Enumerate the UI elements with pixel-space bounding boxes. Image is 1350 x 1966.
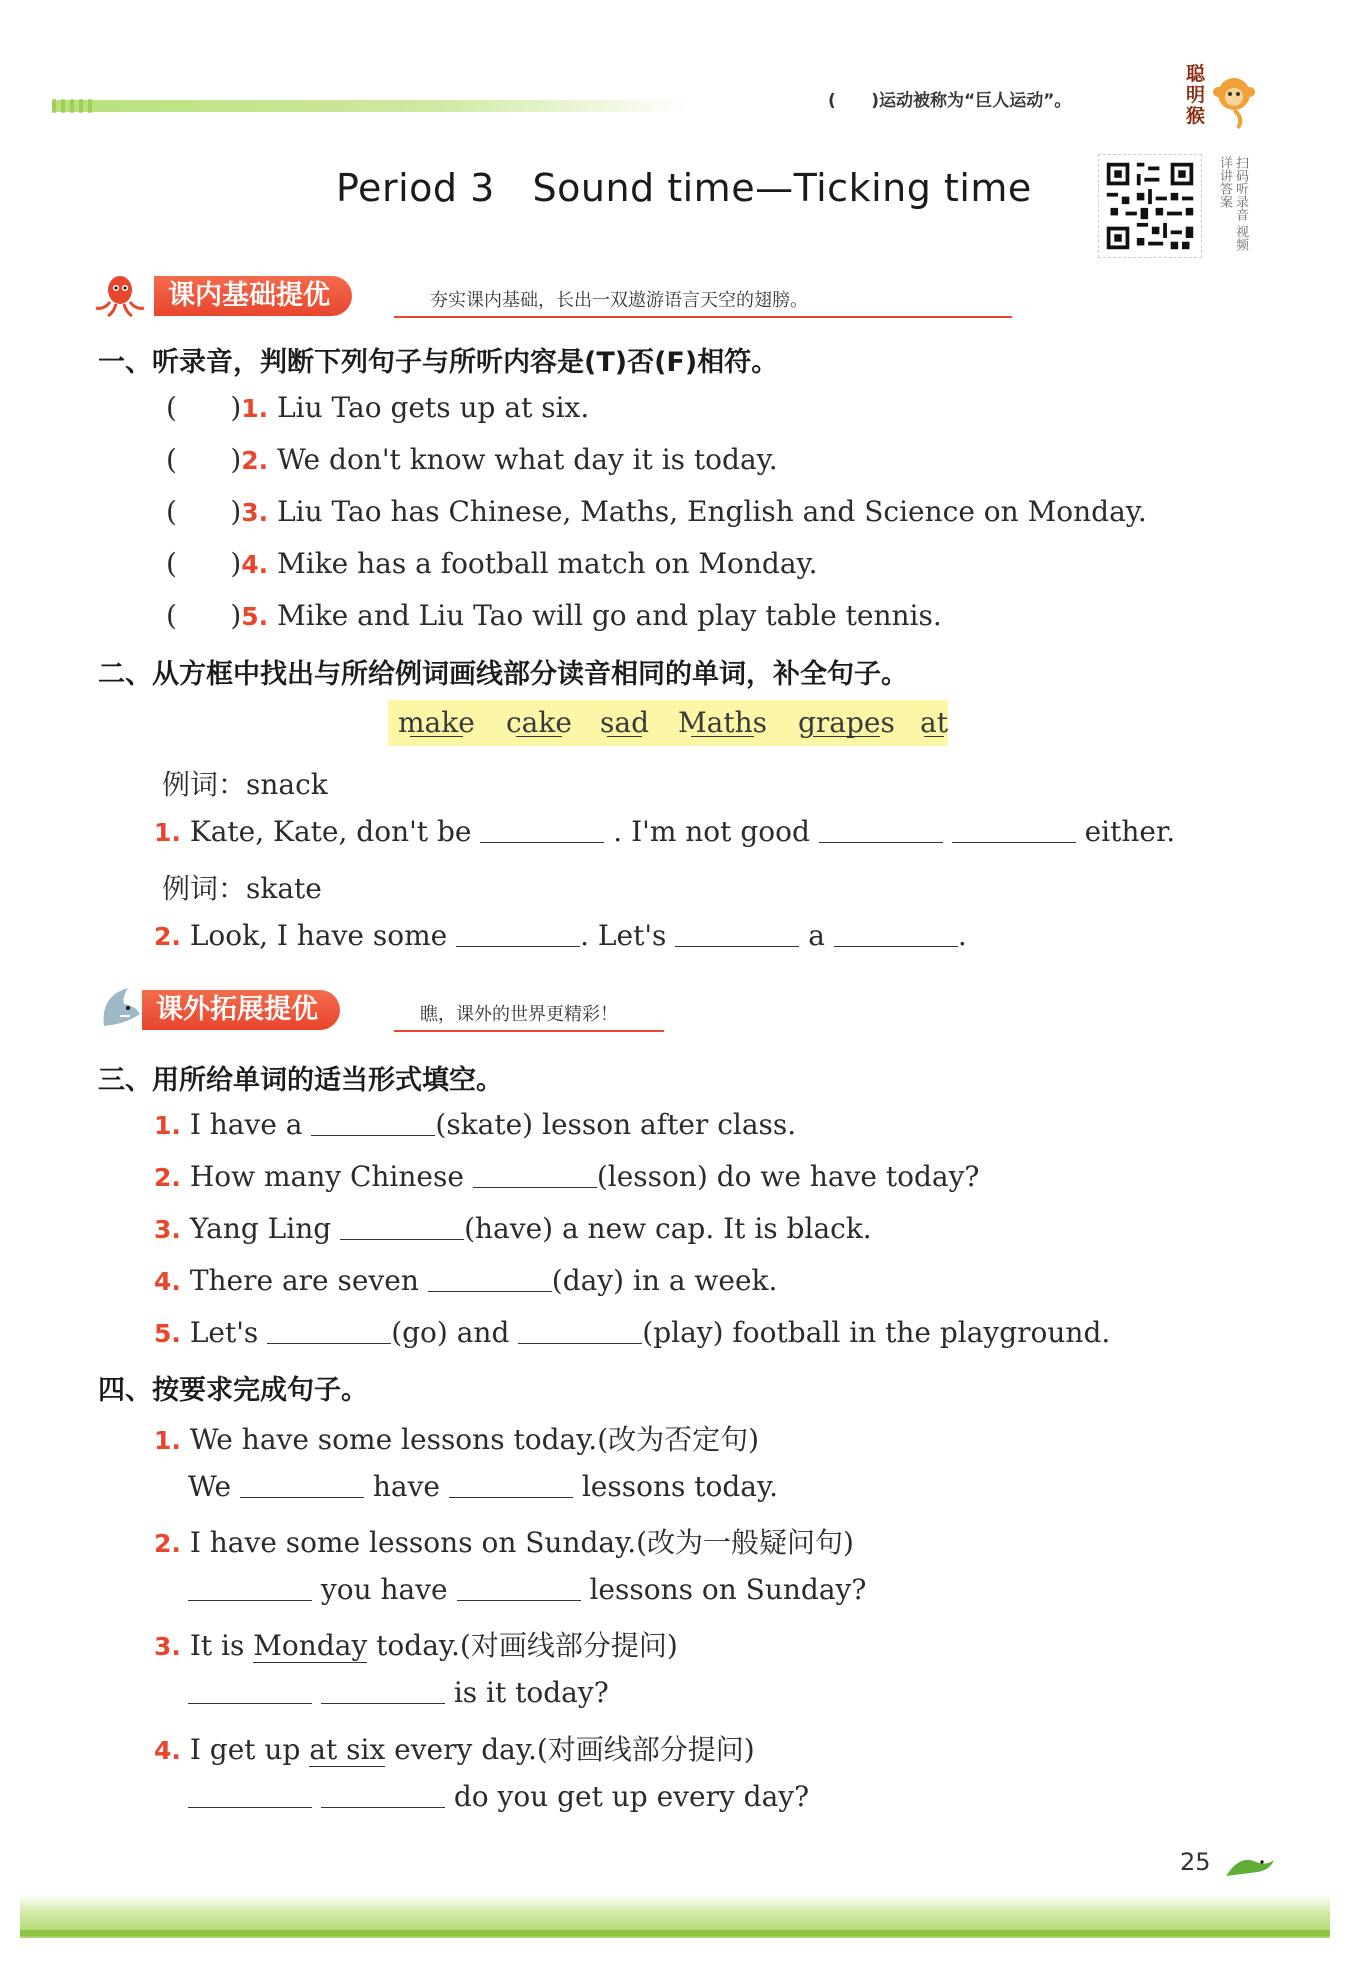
answer-blank[interactable] [428, 1264, 552, 1292]
q-text: every day. [394, 1733, 537, 1766]
part3-item-4 [154, 1264, 777, 1297]
item-number: 2. [154, 922, 181, 951]
item-number: 1. [241, 394, 269, 423]
answer-blank[interactable] [457, 1573, 581, 1601]
item-text: Liu Tao has Chinese, Maths, English and Science on Monday. [277, 495, 1147, 528]
answer-blank[interactable] [819, 815, 943, 843]
item-number: 5. [154, 1319, 181, 1348]
q-text: I have some lessons on Sunday. [189, 1526, 637, 1559]
part4-question-4 [154, 1728, 755, 1768]
underlined-word: Monday [253, 1629, 368, 1662]
answer-blank[interactable] [675, 919, 799, 947]
qr-side-text: 扫码听录音 视频详讲答案 [1217, 156, 1248, 252]
item-number: 4. [154, 1736, 181, 1765]
part4-heading: 四、按要求完成句子。 [98, 1375, 368, 1406]
part1-item-5: ( )5. Mike and Liu Tao will go and play table tennis. [166, 599, 942, 632]
lizard-decor-icon [1222, 1846, 1276, 1886]
q-text: . Let's [580, 919, 667, 952]
part1-heading: 一、听录音，判断下列句子与所听内容是(T)否(F)相符。 [98, 347, 779, 378]
word-box-word: grapes [798, 706, 895, 739]
answer-blank[interactable] [480, 815, 604, 843]
answer-blank[interactable] [188, 1780, 312, 1808]
part4-answer-2 [188, 1573, 866, 1606]
item-text: Liu Tao gets up at six. [277, 391, 590, 424]
q-text: I get up [189, 1733, 301, 1766]
item-number: 5. [241, 602, 269, 631]
word-box-word: at [920, 706, 948, 739]
answer-blank[interactable] [321, 1780, 445, 1808]
section-banner-label: 课外拓展提优 [142, 990, 340, 1030]
example-word-2: 例词：skate [162, 872, 322, 905]
part2-heading: 二、从方框中找出与所给例词画线部分读音相同的单词，补全句子。 [98, 659, 908, 690]
part4-answer-3 [188, 1676, 609, 1709]
part4-question-1 [154, 1418, 759, 1458]
item-number: 3. [154, 1632, 181, 1661]
part3-item-3 [154, 1212, 872, 1245]
part2-question-1 [154, 815, 1175, 848]
top-decor-stripe [52, 100, 692, 112]
item-number: 3. [241, 498, 269, 527]
answer-blank[interactable] [834, 919, 958, 947]
item-number: 2. [241, 446, 269, 475]
q-hint: (对画线部分提问) [459, 1629, 678, 1662]
q-text: There are seven [189, 1264, 419, 1297]
item-number: 2. [154, 1163, 181, 1192]
q-text: (day) in a week. [551, 1264, 778, 1297]
answer-blank[interactable] [473, 1160, 597, 1188]
qr-code-icon[interactable] [1098, 154, 1202, 258]
q-text: . I'm not good [613, 815, 810, 848]
q-text: either. [1084, 815, 1176, 848]
part2-question-2 [154, 919, 967, 952]
section-banner-extended [94, 988, 674, 1032]
q-text: is it today? [453, 1676, 609, 1709]
q-text: lessons today. [581, 1470, 778, 1503]
item-text: Mike and Liu Tao will go and play table tennis. [277, 599, 942, 632]
q-hint: (对画线部分提问) [536, 1733, 755, 1766]
answer-blank[interactable] [518, 1316, 642, 1344]
header-trivia: ( )运动被称为“巨人运动”。 [828, 91, 1072, 111]
section-banner-rule [394, 1030, 664, 1032]
answer-blank[interactable] [449, 1470, 573, 1498]
q-hint: (改为否定句) [597, 1423, 760, 1456]
bottom-decor-rule [20, 1930, 1330, 1936]
q-text: (lesson) do we have today? [596, 1160, 980, 1193]
page-title: Period 3 Sound time—Ticking time [336, 166, 1032, 210]
word-box [388, 700, 948, 746]
q-text: Kate, Kate, don't be [189, 815, 472, 848]
answer-blank[interactable] [321, 1676, 445, 1704]
word-box-word: cake [506, 706, 572, 739]
q-text: How many Chinese [189, 1160, 464, 1193]
item-text: Mike has a football match on Monday. [277, 547, 818, 580]
example-word-1: 例词：snack [162, 768, 328, 801]
q-text: you have [320, 1573, 448, 1606]
part1-item-2: ( )2. We don't know what day it is today. [166, 443, 778, 476]
part3-heading: 三、用所给单词的适当形式填空。 [98, 1065, 503, 1096]
q-text: . [957, 919, 967, 952]
answer-blank[interactable] [240, 1470, 364, 1498]
answer-blank[interactable] [456, 919, 580, 947]
mascot-label: 聪明猴 [1186, 63, 1206, 127]
answer-blank[interactable] [952, 815, 1076, 843]
word-box-word: sad [600, 706, 649, 739]
item-number: 1. [154, 818, 181, 847]
monkey-mascot-icon [1172, 64, 1256, 130]
section-banner-note: 夯实课内基础，长出一双遨游语言天空的翅膀。 [430, 290, 808, 311]
item-text: We don't know what day it is today. [277, 443, 778, 476]
squid-mascot-icon [94, 274, 156, 318]
answer-blank[interactable] [188, 1676, 312, 1704]
q-text: It is [189, 1629, 245, 1662]
q-text: We have some lessons today. [189, 1423, 598, 1456]
part4-question-2 [154, 1521, 854, 1561]
part3-item-2 [154, 1160, 979, 1193]
q-text: lessons on Sunday? [589, 1573, 867, 1606]
part4-answer-4 [188, 1780, 809, 1813]
word-box-word: make [398, 706, 475, 739]
section-banner-label: 课内基础提优 [154, 276, 352, 316]
q-text: Yang Ling [189, 1212, 332, 1245]
item-number: 1. [154, 1111, 181, 1140]
answer-blank[interactable] [340, 1212, 464, 1240]
q-text: (have) a new cap. It is black. [464, 1212, 872, 1245]
item-number: 1. [154, 1426, 181, 1455]
item-number: 2. [154, 1529, 181, 1558]
q-text: (go) and [391, 1316, 510, 1349]
part1-item-4: ( )4. Mike has a football match on Monday. [166, 547, 818, 580]
word-box-word: Maths [678, 706, 768, 739]
q-hint: (改为一般疑问句) [636, 1526, 854, 1559]
q-text: today. [376, 1629, 460, 1662]
answer-blank[interactable] [267, 1316, 391, 1344]
q-text: Let's [189, 1316, 259, 1349]
part1-item-3: ( )3. Liu Tao has Chinese, Maths, English and Science on Monday. [166, 495, 1147, 528]
top-decor-dots [52, 99, 92, 113]
section-banner-rule [394, 316, 1012, 318]
item-number: 4. [241, 550, 269, 579]
q-text: (skate) lesson after class. [435, 1108, 797, 1141]
part1-item-1: ( )1. Liu Tao gets up at six. [166, 391, 590, 424]
answer-blank[interactable] [188, 1573, 312, 1601]
part4-question-3 [154, 1624, 678, 1664]
part3-item-5 [154, 1316, 1110, 1349]
q-text: We [188, 1470, 232, 1503]
section-banner-note: 瞧，课外的世界更精彩！ [420, 1004, 618, 1025]
q-text: I have a [189, 1108, 303, 1141]
section-banner-basic [94, 274, 924, 318]
item-number: 4. [154, 1267, 181, 1296]
underlined-word: at six [309, 1733, 386, 1766]
item-number: 3. [154, 1215, 181, 1244]
page-number: 25 [1180, 1848, 1211, 1876]
part3-item-1 [154, 1108, 796, 1141]
shark-mascot-icon [94, 982, 144, 1034]
q-text: do you get up every day? [453, 1780, 810, 1813]
q-text: (play) football in the playground. [642, 1316, 1111, 1349]
q-text: have [372, 1470, 441, 1503]
q-text: Look, I have some [189, 919, 448, 952]
q-text: a [808, 919, 825, 952]
answer-blank[interactable] [311, 1108, 435, 1136]
part4-answer-1 [188, 1470, 778, 1503]
